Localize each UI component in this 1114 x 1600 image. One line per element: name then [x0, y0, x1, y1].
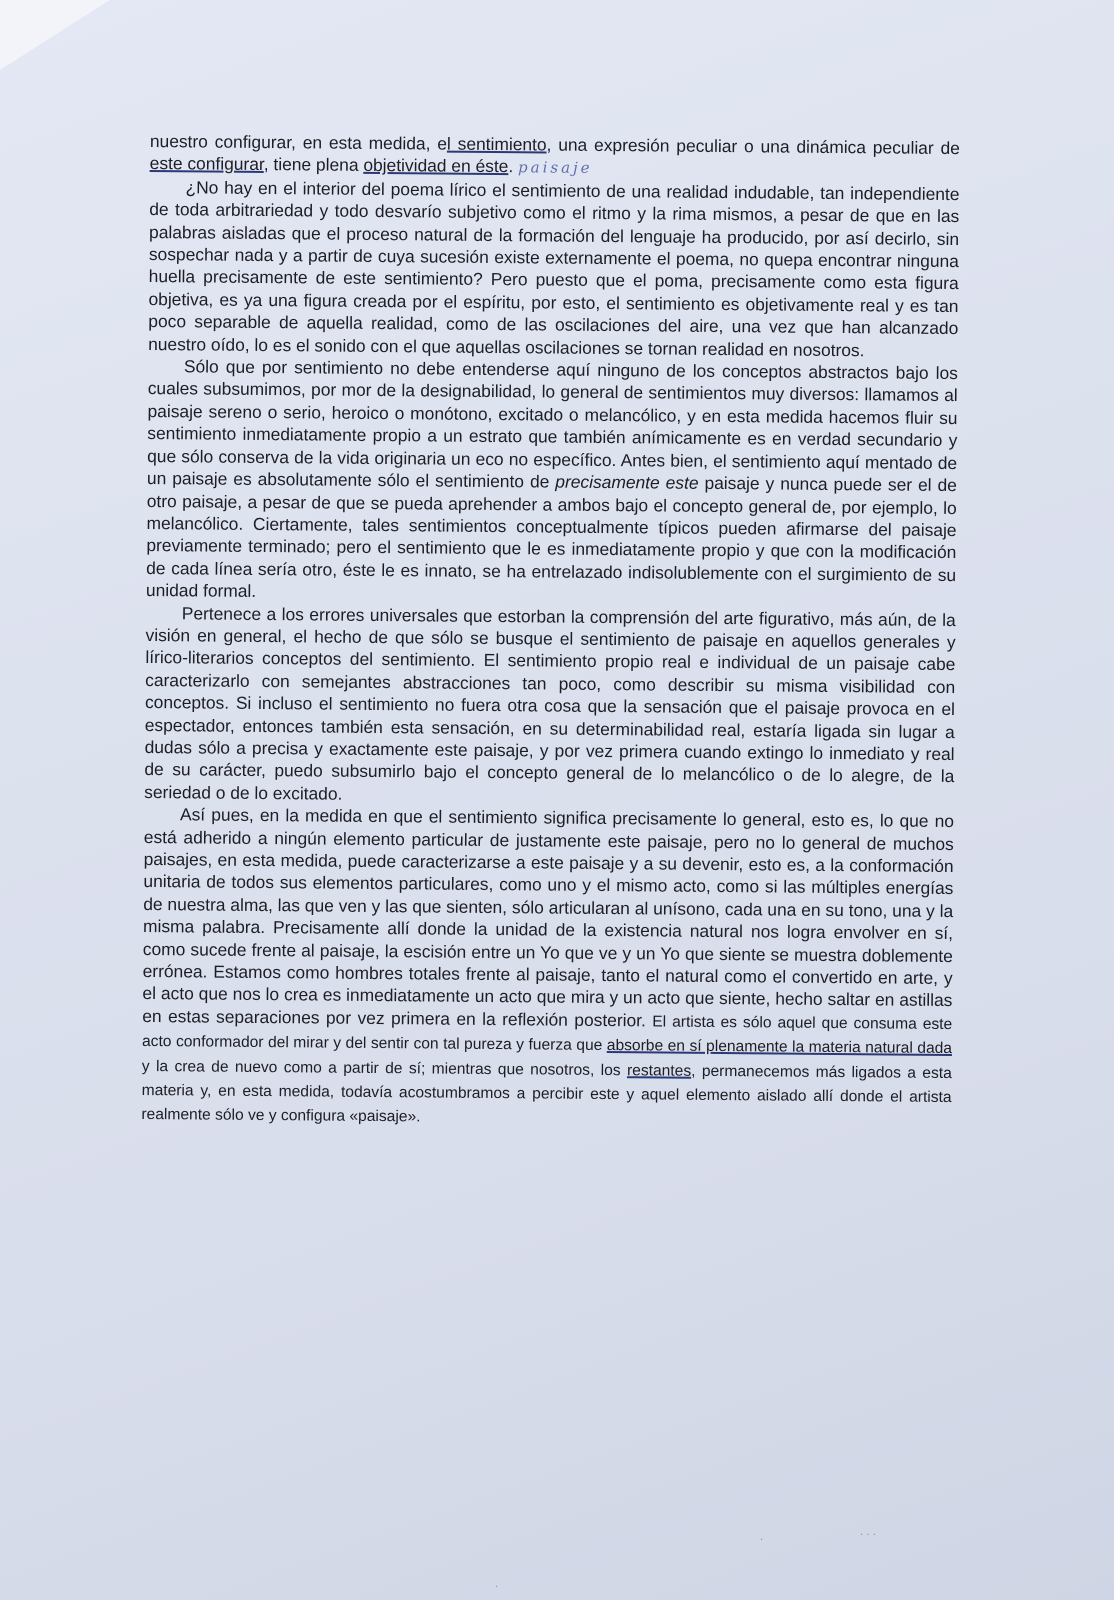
underlined-text: l sentimiento: [446, 133, 547, 155]
text-segment: , tiene plena: [263, 154, 364, 176]
text-segment: El artista es sólo aquel que consuma este acto conformador del mirar y del sentir con tal pureza y fuerza que: [141, 1013, 953, 1055]
text-segment: Sólo que por sentimiento no debe entenderse aquí ninguno de los conceptos abstractos bajo los cuales subsumimos, por mor de la designabilidad, lo general de sentimientos muy diversos: llamamos al paisaje sereno o serio, heroico o monótono, excitado o melancólico, y en esta medida hacemos fluir su sentimiento inmediatamente propio a un estrato que también anímicamente es en verdad secundario y que sólo conserva de la vida originaria un eco no específico. Antes bien, el sentimiento aquí mentado de un paisaje es absolutamente sólo el sentimiento de: [146, 356, 958, 492]
underlined-text: restantes: [626, 1061, 692, 1080]
paragraph-continuation: [150, 130, 960, 183]
text-segment: , permanecemos más ligados a esta materia y, en esta medida, todavía acostumbramos a percibir este y aquel elemento aislado allí donde el artista realmente sólo ve y configura «paisaje».: [141, 1062, 952, 1126]
paper-speck: · · ·: [860, 1530, 876, 1541]
document-page: [141, 130, 960, 1134]
underlined-text: este configurar: [149, 153, 264, 175]
text-segment: Así pues, en la medida en que el sentimiento significa precisamente lo general, esto es, lo que no está adherido a ningún elemento particular de justamente este paisaje, pero no lo general de muchos paisajes, en esta medida, puede caracterizarse a este paisaje y a su devenir, esto es, a la conformación unitaria de todos sus elementos particulares, como uno y el mismo acto, como si las múltiples energías de nuestra alma, las que ven y las que sienten, sólo articularan al unísono, cada una en su tono, una y la misma palabra. Precisamente allí donde la unidad de la existencia natural nos logra envolver en sí, como sucede frente al paisaje, la escisión entre un Yo que ve y un Yo que siente se muestra doblemente errónea. Estamos como hombres totales frente al paisaje, tanto el natural como el convertido en arte, y el acto que nos lo crea es inmediatamente un acto que mira y un acto que siente, hecho saltar en astillas en estas separaciones por vez primera en la reflexión posterior.: [142, 804, 955, 1031]
paragraph-conclusion: [141, 803, 954, 1134]
paragraph-errors: Pertenece a los errores universales que estorban la comprensión del arte figurativo, más aún, de la visión en general, el hecho de que sólo se busque el sentimiento de paisaje en aquellos generales y lírico-literarios conceptos del sentimiento. El sentimiento propio real e individual de un paisaje cabe caracterizarlo con semejantes abstracciones tan poco, como describir su misma visibilidad con conceptos. Si incluso el sentimiento no fuera otra cosa que la sensación que el paisaje provoca en el espectador, entonces también esta sensación, en su determinabilidad real, estaría ligada sin lugar a dudas sólo a precisa y exactamente este paisaje, y por vez primera cuando extingo lo inmediato y real de su carácter, puedo subsumirlo bajo el concepto general de lo melancólico o de lo alegre, de la seriedad o de lo excitado.: [144, 602, 956, 804]
text-segment: nuestro configurar, en esta medida, e: [149, 130, 448, 154]
underlined-text: absorbe en sí plenamente la materia natural dada: [606, 1037, 953, 1058]
text-segment: paisaje y nunca puede ser el de otro paisaje, a pesar de que se pueda aprehender a ambos bajo el concepto general de, por ejemplo, lo melancólico. Ciertamente, tales sentimientos conceptualmente típicos pueden afirmarse del paisaje previamente terminado; pero el sentimiento que le es inmediatamente propio y que con la modificación de cada línea sería otro, éste le es innato, se ha entrelazado indisolublemente con el surgimiento de su unidad formal.: [145, 472, 958, 602]
text-segment-small: [141, 1013, 952, 1126]
underlined-text: objetividad en éste: [363, 155, 509, 177]
emphasized-text: precisamente este: [555, 471, 699, 493]
text-segment: , una expresión peculiar o una dinámica peculiar de: [546, 134, 960, 159]
text-segment: .: [508, 156, 514, 177]
text-segment: y la crea de nuevo como a partir de sí; mientras que nosotros, los: [141, 1057, 628, 1079]
folded-corner: [0, 0, 110, 70]
paragraph-lyric-poem: ¿No hay en el interior del poema lírico el sentimiento de una realidad indudable, tan independiente de toda arbitrariedad y todo desvarío subjetivo como el ritmo y la rima mismos, a pesar de que en las palabras aisladas que el proceso natural de la formación del lenguaje ha producido, por así decirlo, sin sospechar nada y a partir de cuya sucesión existe externamente el poema, no quepa encontrar ninguna huella precisamente de este sentimiento? Pero puesto que el poma, precisamente como esta figura objetiva, es ya una figura creada por el espíritu, por esto, el sentimiento es objetivamente real y es tan poco separable de aquella realidad, como de las oscilaciones del aire, una vez que han alcanzado nuestro oído, lo es el sonido con el que aquellas oscilaciones se tornan realidad en nosotros.: [148, 177, 960, 360]
paper-speck: ·: [760, 1535, 764, 1546]
paper-speck: ·: [495, 1582, 499, 1593]
paragraph-sentiment: [146, 355, 958, 609]
handwritten-note: paisaje: [517, 158, 593, 178]
